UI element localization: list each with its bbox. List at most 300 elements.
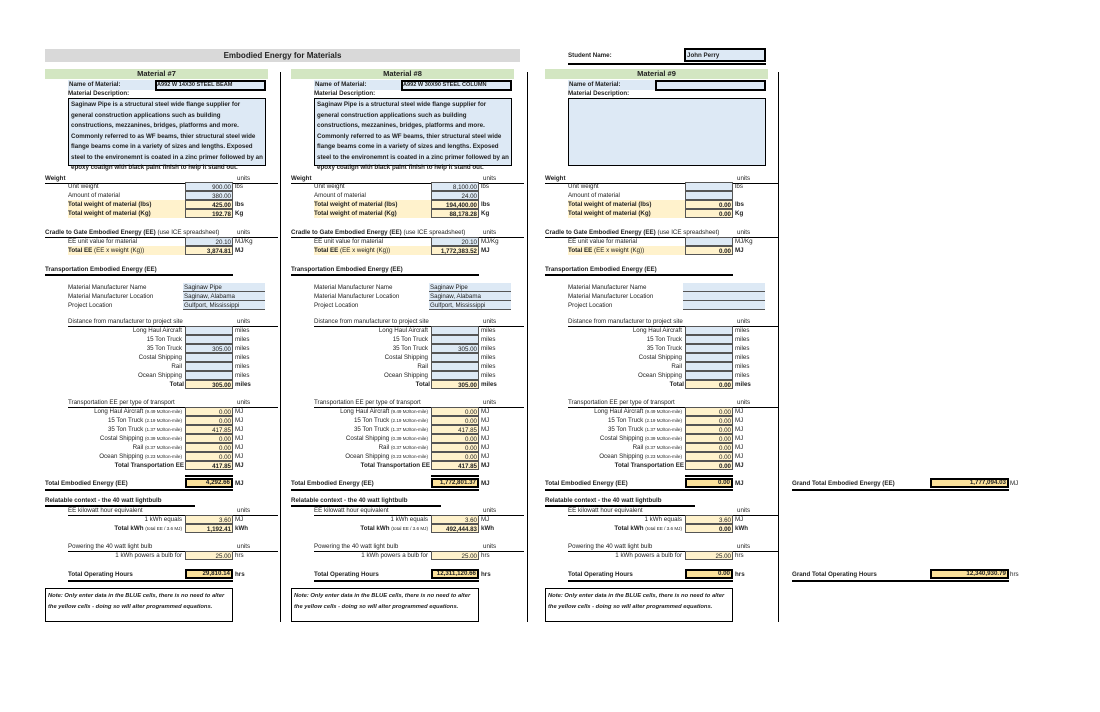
mfr-name-field[interactable]: Saginaw Pipe [183,283,265,292]
powering-header: Powering the 40 watt light bulb [68,543,153,550]
cradle-note: (use ICE spreadsheet) [157,229,220,236]
unit-weight-label: Unit weight [68,183,99,190]
material-header: Material #7 [45,69,268,79]
transport-ee-value: 0.00 [685,416,733,425]
distance-mode-label: 35 Ton Truck [392,345,428,352]
transport-ee-value: 0.00 [431,452,479,461]
divider-line [568,580,733,582]
unit-weight-field[interactable]: 900.00 [185,182,233,191]
grand-hours-underline [792,580,1009,582]
cradle-title-text: Cradle to Gate Embodied Energy (EE) [545,229,656,236]
ee-unit-field[interactable]: 20.10 [185,237,233,246]
total-kg-value: 0.00 [685,209,733,218]
total-ee-note: (EE x weight (Kg)) [594,247,645,254]
bulb-hours-value: 25.00 [431,551,479,560]
units-header: units [483,507,497,514]
mode-text: 35 Ton Truck [607,426,644,433]
unit-label: miles [735,345,750,352]
distance-mode-label: Rail [671,363,682,370]
transport-ee-mode-label [311,434,429,443]
amount-label: Amount of material [568,192,620,199]
unit-label: MJ [235,408,244,415]
student-underline [568,63,766,65]
ee-unit-label: EE unit value for material [314,238,384,245]
unit-label: miles [481,363,496,370]
distance-field[interactable] [685,371,733,380]
unit-weight-label: Unit weight [314,183,345,190]
divider-line [291,274,479,276]
units-header: units [737,543,751,550]
unit-label: hrs [735,571,745,578]
divider-line [185,475,233,477]
project-location-field[interactable] [683,301,765,310]
amount-field[interactable]: 380.00 [185,191,233,200]
distance-field[interactable] [185,353,233,362]
transport-ee-mode-label [311,443,429,452]
unit-weight-field[interactable]: 8,100.00 [431,182,479,191]
distance-total-value: 305.00 [431,380,479,389]
total-kg-label: Total weight of material (Kg) [314,209,431,218]
unit-label: MJ [735,417,744,424]
unit-label: MJ [235,453,244,460]
material-description-field[interactable] [568,98,766,166]
units-header: units [237,318,251,325]
material-description-field[interactable]: Saginaw Pipe is a structural steel wide flange supplier for general construction applications such as building constructions, mezzanines, bridges, platforms and more. Commonly referred to as WF beams, thier structural steel wide flange beams come in a variety of sizes and lengths. Exposed steel to the environemnt is coated in a zinc primer followed by an epoxy coatign with black paint finish to help it stand out. [314,98,512,166]
bulb-for-label: 1 kWh powers a bulb for [115,552,182,559]
grand-total-ee-value: 1,777,094.03 [930,478,1009,488]
total-kwh-label [311,524,429,533]
ee-unit-label: EE unit value for material [568,238,638,245]
powering-header: Powering the 40 watt light bulb [314,543,399,550]
total-transport-label: Total Transportation EE [614,462,684,469]
transport-ee-mode-label [65,407,183,416]
unit-label: miles [481,354,496,361]
transport-ee-mode-label [565,407,683,416]
distance-mode-label: Ocean Shipping [637,372,682,379]
distance-mode-label: Long Haul Aircraft [378,327,428,334]
unit-label: miles [235,336,250,343]
total-hours-label: Total Operating Hours [314,571,379,578]
transport-ee-mode-label [65,443,183,452]
total-embodied-value: 0.00 [685,478,733,488]
unit-label: MJ [735,247,744,254]
units-header: units [483,543,497,550]
mode-text: Long Haul Aircraft [94,408,144,415]
mode-text: Rail [132,444,144,451]
distance-mode-label: 15 Ton Truck [146,336,182,343]
total-kg-label: Total weight of material (Kg) [68,209,185,218]
mode-factor: (0.23 MJ/ton-mile) [390,454,428,459]
unit-label: hrs [235,571,245,578]
transport-ee-value: 417.85 [185,425,233,434]
unit-label: miles [235,372,250,379]
bulb-for-label: 1 kWh powers a bulb for [361,552,428,559]
transport-ee-mode-label [65,452,183,461]
transport-ee-value: 0.00 [431,443,479,452]
transport-ee-value: 0.00 [185,416,233,425]
units-header: units [237,543,251,550]
unit-label: lbs [735,183,743,190]
kwh-equals-label: 1 kWh equals [390,516,428,523]
distance-mode-label: Costal Shipping [138,354,182,361]
grand-total-hours-unit: hrs [1010,571,1019,578]
unit-label: MJ [235,444,244,451]
divider-line [291,489,479,491]
unit-label: miles [735,327,750,334]
total-kwh-text: Total kWh [614,525,644,532]
unit-label: miles [481,336,496,343]
mode-text: Rail [378,444,390,451]
transport-ee-value: 0.00 [185,452,233,461]
distance-field[interactable] [431,326,479,335]
mfr-name-label: Material Manufacturer Name [568,284,647,291]
mode-factor: (2.19 MJ/ton-mile) [644,418,682,423]
material-description-field[interactable]: Saginaw Pipe is a structural steel wide flange supplier for general construction applications such as building constructions, mezzanines, bridges, platforms and more. Commonly referred to as WF beams, thier structural steel wide flange beams come in a variety of sizes and lengths. Exposed steel to the environemnt is coated in a zinc primer followed by an epoxy coatign with black paint finish to help it stand out. [68,98,266,166]
distance-field[interactable]: 305.00 [185,344,233,353]
mfr-location-field[interactable]: Saginaw, Alabama [429,292,511,301]
transport-ee-value: 0.00 [685,425,733,434]
mode-text: 15 Ton Truck [107,417,144,424]
bulb-for-label: 1 kWh powers a bulb for [615,552,682,559]
unit-label: Kg [481,210,490,217]
unit-label: lbs [481,201,490,208]
unit-label: miles [235,354,250,361]
unit-label: MJ [235,426,244,433]
transport-title: Transportation Embodied Energy (EE) [291,266,403,273]
transport-ee-value: 0.00 [185,434,233,443]
unit-label: miles [481,381,497,388]
distance-header: Distance from manufacturer to project site [568,318,683,325]
note-box: Note: Only enter data in the BLUE cells, there is no need to alter the yellow cells - doing so will alter programmed equations. [45,588,233,622]
distance-field[interactable] [685,362,733,371]
material-header: Material #8 [291,69,514,79]
total-ee-note: (EE x weight (Kg)) [94,247,145,254]
project-location-label: Project Location [68,302,113,309]
distance-field[interactable] [685,353,733,362]
powering-header: Powering the 40 watt light bulb [568,543,653,550]
mfr-name-label: Material Manufacturer Name [314,284,393,291]
kwh-header: EE kilowatt hour equivalent [314,507,389,514]
mode-text: Ocean Shipping [345,453,390,460]
divider-line [45,274,233,276]
unit-label: MJ [235,516,244,523]
distance-field[interactable]: 305.00 [431,344,479,353]
grand-ee-underline [792,489,1009,491]
transport-ee-value: 0.00 [685,443,733,452]
column-divider [280,72,281,622]
unit-label: MJ [235,247,244,254]
unit-label: MJ [235,435,244,442]
distance-field[interactable] [431,362,479,371]
mode-factor: (0.23 MJ/ton-mile) [144,454,182,459]
cradle-title [545,228,735,237]
kwh-equals-value: 3.60 [685,515,733,524]
transport-ee-mode-label [65,434,183,443]
mfr-location-label: Material Manufacturer Location [568,293,654,300]
weight-title: Weight [291,175,312,182]
unit-label: MJ [735,435,744,442]
kwh-equals-value: 3.60 [185,515,233,524]
units-header: units [237,399,251,406]
distance-mode-label: Ocean Shipping [137,372,182,379]
material-description-label: Material Description: [314,90,376,97]
total-kwh-note: (total EE / 3.6 MJ) [145,526,182,531]
unit-weight-field[interactable] [685,182,733,191]
unit-label: miles [735,381,751,388]
name-of-material-label: Name of Material: [314,80,401,90]
kwh-equals-label: 1 kWh equals [644,516,682,523]
divider-line [45,489,233,491]
transport-ee-mode-label [311,425,429,434]
transport-ee-header: Transportation EE per type of transport [314,399,421,406]
cradle-note: (use ICE spreadsheet) [657,229,720,236]
transport-title: Transportation Embodied Energy (EE) [45,266,157,273]
unit-label: miles [235,327,250,334]
mode-factor: (0.39 MJ/ton-mile) [390,436,428,441]
mode-text: 15 Ton Truck [607,417,644,424]
mode-factor: (9.49 MJ/ton-mile) [390,409,428,414]
project-location-field[interactable]: Gulfport, Mississippi [429,301,511,310]
ee-unit-field[interactable] [685,237,733,246]
unit-label: miles [235,363,250,370]
total-kg-label: Total weight of material (Kg) [568,209,685,218]
transport-ee-mode-label [565,425,683,434]
distance-field[interactable] [185,335,233,344]
transport-ee-value: 0.00 [185,407,233,416]
transport-ee-mode-label [565,416,683,425]
kwh-header: EE kilowatt hour equivalent [68,507,143,514]
unit-label: hrs [235,552,244,559]
mode-factor: (1.37 MJ/ton-mile) [144,427,182,432]
distance-field[interactable] [685,335,733,344]
grand-total-hours-value: 12,340,930.79 [930,569,1009,579]
unit-label: Kg [235,210,244,217]
divider-line [685,475,733,477]
note-box: Note: Only enter data in the BLUE cells, there is no need to alter the yellow cells - doing so will alter programmed equations. [291,588,479,622]
transport-ee-mode-label [311,407,429,416]
amount-field[interactable] [685,191,733,200]
unit-label: MJ [235,480,244,487]
unit-label: MJ [481,408,490,415]
total-ee-value: 3,874.81 [185,246,233,255]
distance-field[interactable] [185,362,233,371]
transport-title: Transportation Embodied Energy (EE) [545,266,657,273]
student-name-field[interactable]: John Perry [684,48,766,62]
mfr-name-label: Material Manufacturer Name [68,284,147,291]
total-kg-value: 88,178.28 [431,209,479,218]
name-of-material-label: Name of Material: [568,80,655,90]
relatable-title: Relatable context - the 40 watt lightbulb [545,497,662,504]
relatable-title: Relatable context - the 40 watt lightbulb [45,497,162,504]
material-header: Material #9 [545,69,768,79]
material-name-field[interactable]: A992 W 14X30 STEEL BEAM [155,80,266,91]
transport-ee-value: 0.00 [685,407,733,416]
weight-title: Weight [545,175,566,182]
distance-mode-label: 35 Ton Truck [146,345,182,352]
bulb-hours-value: 25.00 [185,551,233,560]
distance-field[interactable] [685,344,733,353]
total-transport-value: 417.85 [431,461,479,470]
transport-ee-header: Transportation EE per type of transport [68,399,175,406]
mode-factor: (0.37 MJ/ton-mile) [644,445,682,450]
grand-total-hours-label: Grand Total Operating Hours [792,571,877,578]
unit-label: MJ [735,408,744,415]
mfr-location-field[interactable]: Saginaw, Alabama [183,292,265,301]
kwh-equals-value: 3.60 [431,515,479,524]
distance-total-value: 305.00 [185,380,233,389]
divider-line [431,475,479,477]
unit-label: MJ [735,516,744,523]
distance-total-label: Total [669,381,684,388]
total-hours-value: 12,311,120.66 [431,569,479,579]
unit-label: MJ [481,462,490,469]
unit-label: MJ [735,480,744,487]
sheet-title: Embodied Energy for Materials [45,49,520,62]
distance-mode-label: 15 Ton Truck [392,336,428,343]
mode-text: Long Haul Aircraft [594,408,644,415]
total-transport-value: 0.00 [685,461,733,470]
distance-mode-label: 15 Ton Truck [646,336,682,343]
transport-ee-value: 0.00 [685,452,733,461]
mfr-name-field[interactable]: Saginaw Pipe [429,283,511,292]
distance-total-label: Total [169,381,184,388]
total-lbs-value: 425.00 [185,200,233,209]
total-lbs-label: Total weight of material (lbs) [68,200,185,209]
amount-label: Amount of material [314,192,366,199]
mode-text: Costal Shipping [345,435,390,442]
project-location-label: Project Location [314,302,359,309]
distance-header: Distance from manufacturer to project site [314,318,429,325]
ee-unit-field[interactable]: 20.10 [431,237,479,246]
distance-mode-label: Costal Shipping [638,354,682,361]
mode-text: Long Haul Aircraft [340,408,390,415]
unit-label: hrs [735,552,744,559]
distance-mode-label: Costal Shipping [384,354,428,361]
distance-field[interactable] [185,371,233,380]
project-location-label: Project Location [568,302,613,309]
grand-total-ee-unit: MJ [1010,480,1019,487]
unit-label: MJ [235,462,244,469]
unit-label: MJ [481,516,490,523]
distance-field[interactable] [431,371,479,380]
unit-label: hrs [481,571,491,578]
units-header: units [483,229,497,236]
transport-ee-value: 0.00 [431,416,479,425]
transport-ee-value: 0.00 [431,407,479,416]
distance-field[interactable] [431,335,479,344]
total-ee-label [568,246,685,255]
relatable-title: Relatable context - the 40 watt lightbulb [291,497,408,504]
distance-field[interactable] [185,326,233,335]
units-header: units [737,175,751,182]
mode-factor: (9.49 MJ/ton-mile) [644,409,682,414]
mode-text: Ocean Shipping [599,453,644,460]
mode-factor: (9.49 MJ/ton-mile) [144,409,182,414]
material-name-field[interactable]: A992 W 30X90 STEEL COLUMN [401,80,512,91]
unit-label: MJ [481,435,490,442]
weight-title: Weight [45,175,66,182]
units-header: units [483,318,497,325]
total-lbs-label: Total weight of material (lbs) [314,200,431,209]
column-divider [778,72,779,622]
total-kwh-label [65,524,183,533]
total-ee-text: Total EE [314,247,339,254]
mfr-location-label: Material Manufacturer Location [68,293,154,300]
mode-text: Ocean Shipping [99,453,144,460]
transport-ee-mode-label [311,416,429,425]
unit-label: MJ [235,417,244,424]
transport-ee-mode-label [565,443,683,452]
divider-line [314,580,479,582]
unit-label: lbs [235,183,243,190]
total-embodied-label: Total Embodied Energy (EE) [291,480,374,487]
unit-label: MJ/Kg [735,238,753,245]
distance-header: Distance from manufacturer to project site [68,318,183,325]
mode-text: 35 Ton Truck [107,426,144,433]
distance-mode-label: Long Haul Aircraft [132,327,182,334]
total-transport-label: Total Transportation EE [114,462,184,469]
name-of-material-label: Name of Material: [68,80,155,90]
total-kwh-label [565,524,683,533]
total-ee-value: 1,772,383.52 [431,246,479,255]
total-embodied-label: Total Embodied Energy (EE) [45,480,128,487]
project-location-field[interactable]: Gulfport, Mississippi [183,301,265,310]
transport-ee-mode-label [565,452,683,461]
distance-field[interactable] [685,326,733,335]
column-divider [527,72,528,622]
unit-label: MJ/Kg [481,238,499,245]
units-header: units [483,175,497,182]
divider-line [68,580,233,582]
units-header: units [737,229,751,236]
unit-label: kWh [735,525,749,532]
transport-ee-value: 0.00 [431,434,479,443]
mfr-location-field[interactable] [683,292,765,301]
transport-ee-mode-label [565,434,683,443]
total-kg-value: 192.78 [185,209,233,218]
unit-label: kWh [235,525,249,532]
unit-label: MJ [481,247,490,254]
mode-factor: (2.19 MJ/ton-mile) [144,418,182,423]
total-ee-text: Total EE [68,247,93,254]
cradle-title [291,228,481,237]
amount-field[interactable]: 24.00 [431,191,479,200]
total-kwh-value: 0.00 [685,524,733,533]
unit-label: MJ [481,453,490,460]
distance-mode-label: 35 Ton Truck [646,345,682,352]
unit-label: Kg [735,210,744,217]
mode-factor: (1.37 MJ/ton-mile) [390,427,428,432]
unit-label: hrs [481,552,490,559]
mode-factor: (2.19 MJ/ton-mile) [390,418,428,423]
unit-label: miles [735,363,750,370]
total-embodied-label: Total Embodied Energy (EE) [545,480,628,487]
distance-mode-label: Long Haul Aircraft [632,327,682,334]
divider-line [545,489,733,491]
mode-factor: (0.37 MJ/ton-mile) [390,445,428,450]
unit-weight-label: Unit weight [568,183,599,190]
distance-mode-label: Rail [417,363,428,370]
total-embodied-value: 4,292.66 [185,478,233,488]
student-name-label: Student Name: [568,52,612,59]
distance-total-label: Total [415,381,430,388]
mfr-name-field[interactable] [683,283,765,292]
transport-ee-value: 417.85 [431,425,479,434]
total-ee-label [68,246,185,255]
unit-label: MJ [481,480,490,487]
distance-field[interactable] [431,353,479,362]
units-header: units [237,507,251,514]
